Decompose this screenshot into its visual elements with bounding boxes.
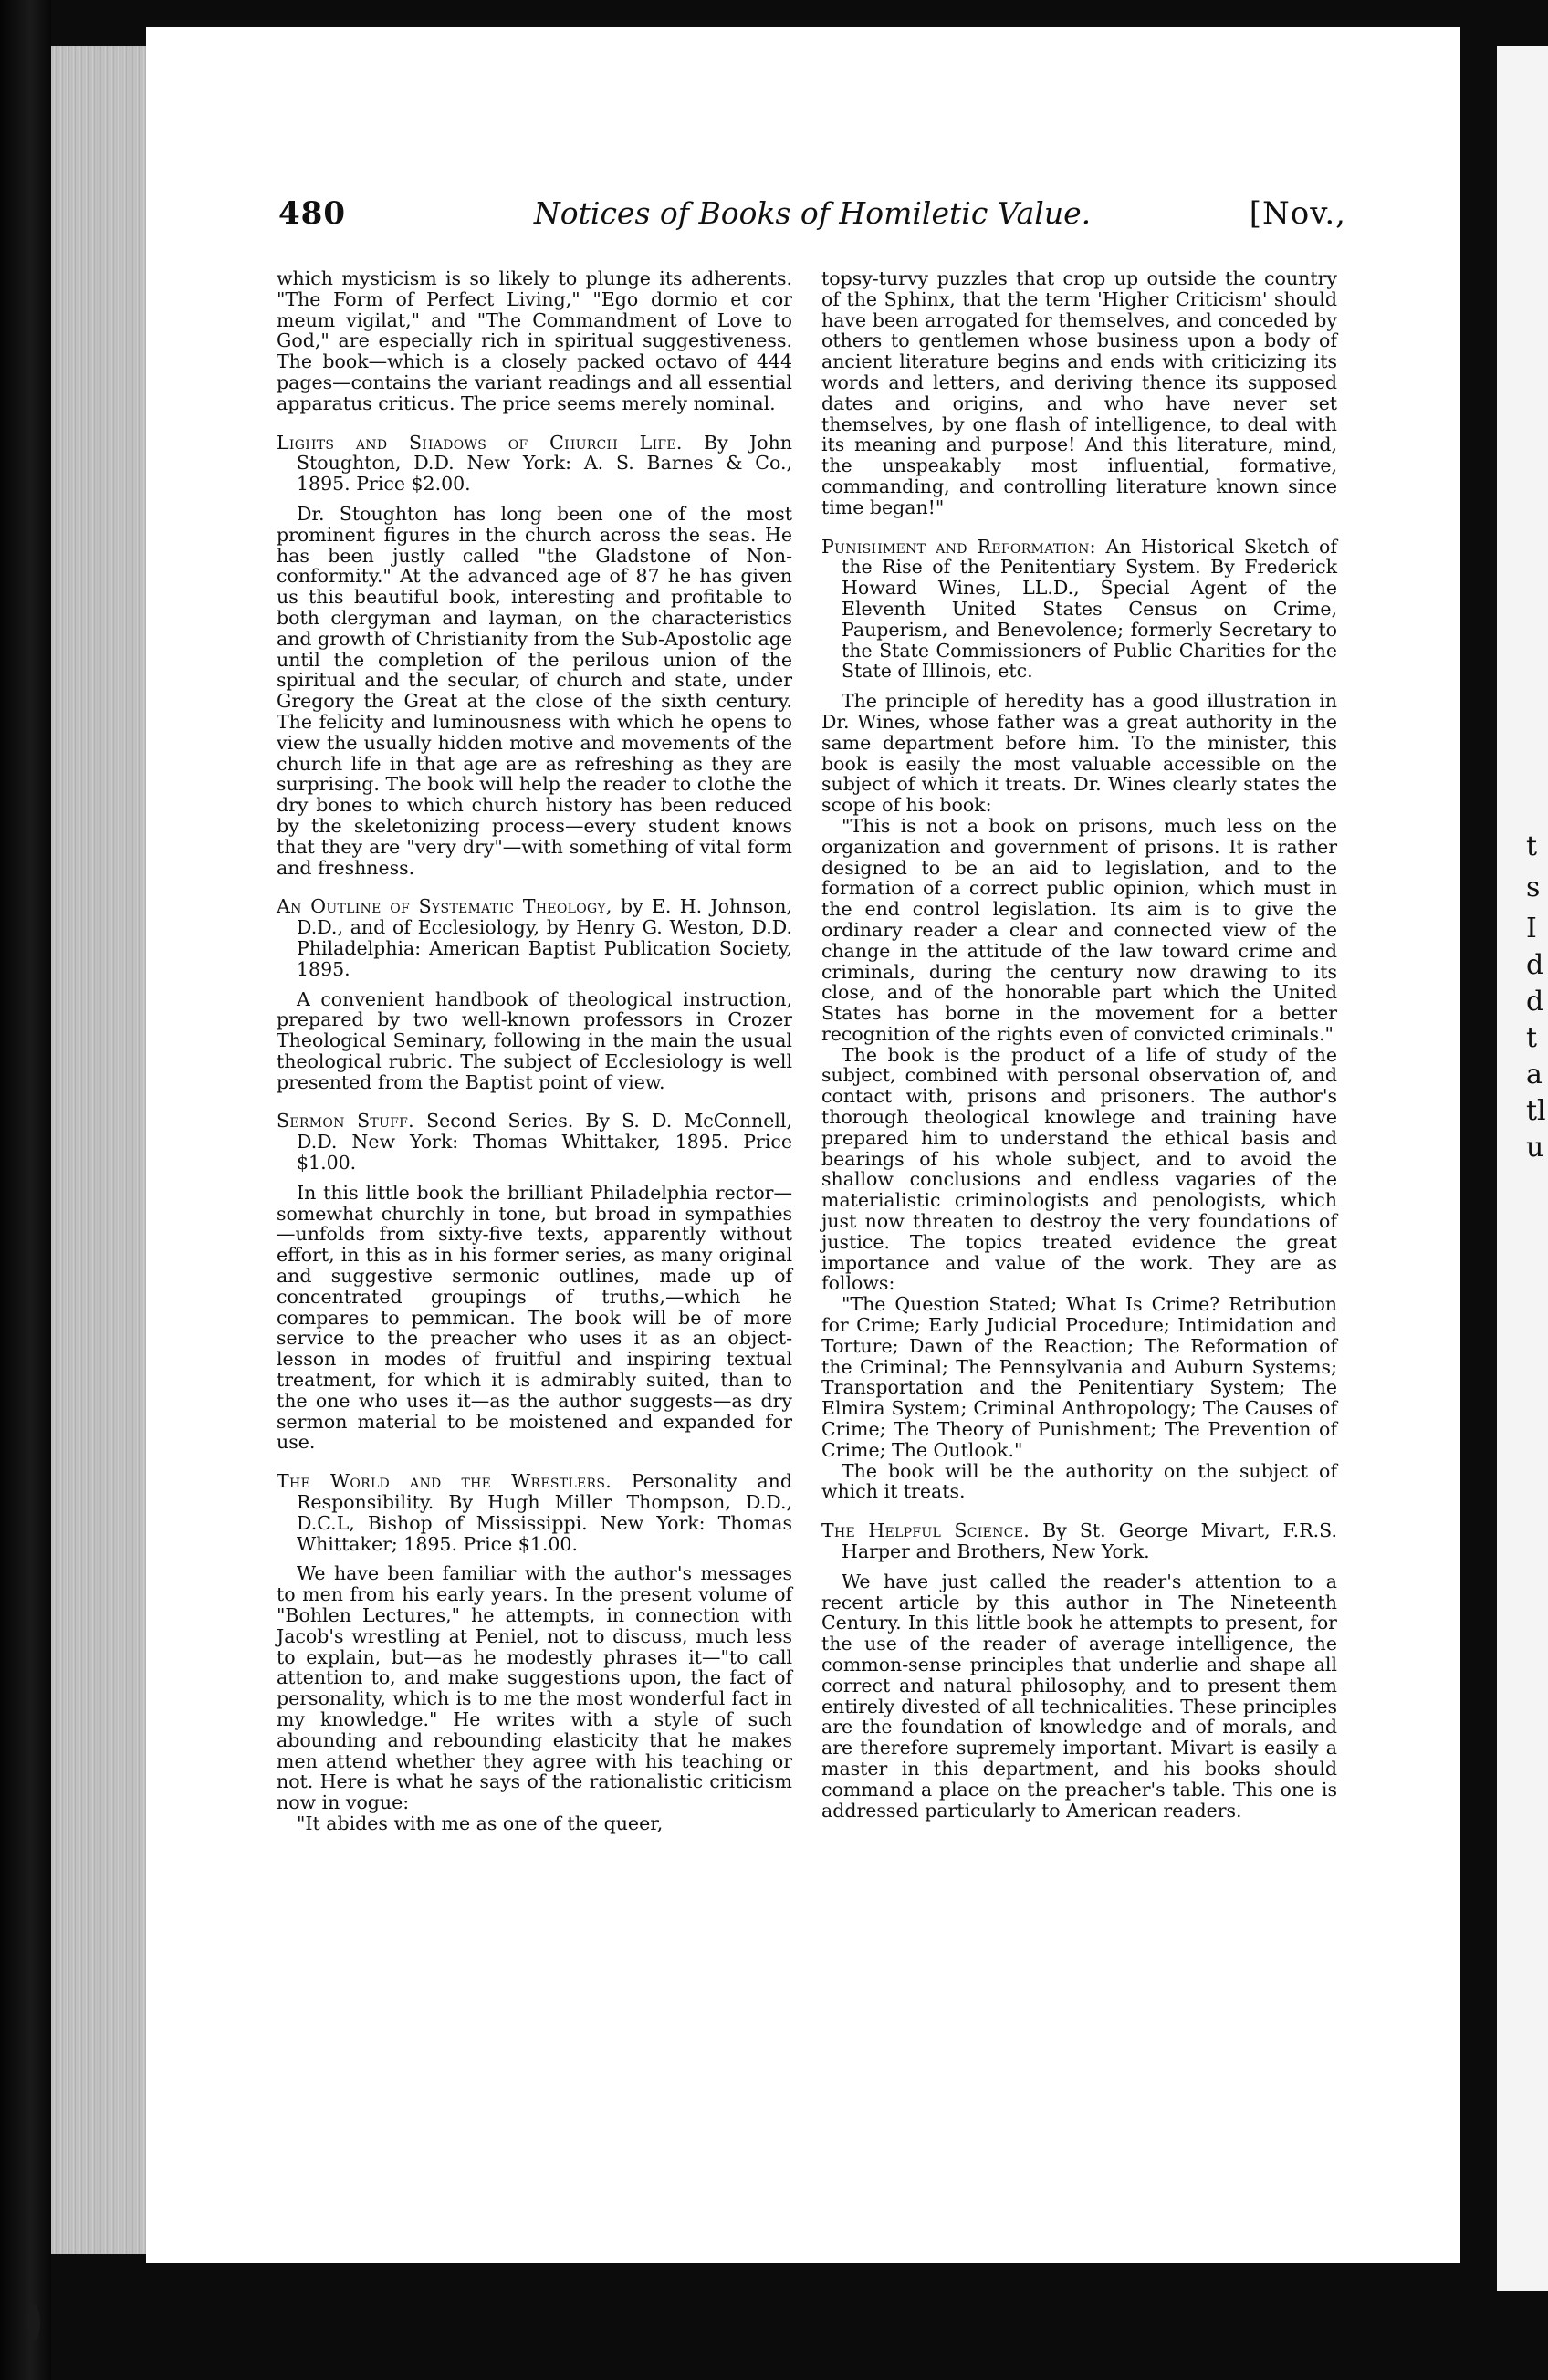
facing-page-edge xyxy=(1497,46,1548,2291)
quotation-start: "It abides with me as one of the queer, xyxy=(297,1811,664,1834)
book-title: An Outline of Systematic Theology, xyxy=(277,895,612,918)
book-entry xyxy=(821,1520,1337,1562)
book-title: The Helpful Science. xyxy=(821,1519,1030,1542)
book-citation: by E. H. Johnson, D.D., and of Ecclesiology, by Henry G. Weston, D.D. Philadelphia: American Baptist Publication Society, 1895. xyxy=(297,895,792,980)
book-entry xyxy=(277,1111,792,1173)
facing-page-letter: s xyxy=(1526,872,1541,903)
book-title: Punishment and Reformation: xyxy=(821,535,1096,558)
review-paragraph: In this little book the brilliant Philadelphia rector—somewhat churchly in tone, but broad in sympathies—unfolds from sixty-five texts, apparently without effort, in this as in his former series, as many original and suggestive sermonic outlines, made up of concentrated groupings of truths,—which he compares to pemmican. The book will be of more service to the preacher who uses it as an object-lesson in modes of fruitful and inspiring textual treatment, for which it is admirably suited, than to the one who uses it—as the author suggests—as dry sermon material to be moistened and expanded for use. xyxy=(277,1181,792,1454)
scan-background-left xyxy=(0,0,51,2380)
book-entry xyxy=(277,1471,792,1554)
facing-page-letter: d xyxy=(1526,986,1544,1018)
page-number: 480 xyxy=(278,195,346,232)
facing-page-letter: I xyxy=(1526,913,1537,945)
book-citation: Second Series. By S. D. McConnell, D.D. New York: Thomas Whittaker, 1895. Price $1.00. xyxy=(297,1110,792,1174)
facing-page-letter: u xyxy=(1526,1132,1544,1164)
review-paragraph: The principle of heredity has a good illustration in Dr. Wines, whose father was a great authority in the same department before him. To the minister, this book is easily the most valuable accessible on the subject of which it treats. Dr. Wines clearly states the scope of his book: xyxy=(821,690,1337,817)
running-title: Notices of Books of Homiletic Value. xyxy=(533,195,1092,231)
facing-page-letter: t xyxy=(1526,830,1538,862)
running-month: [Nov., xyxy=(1249,195,1346,232)
book-title: The World and the Wrestlers. xyxy=(277,1470,612,1493)
book-citation: An Historical Sketch of the Rise of the Penitentiary System. By Frederick Howard Wines, LL.D., Special Agent of the Eleventh United States Census on Crime, Pauperism, and Benevolence; formerly Secretary to the State Commissioners of Public Charities for the State of Illinois, etc. xyxy=(842,535,1337,683)
book-entry xyxy=(277,896,792,979)
review-paragraph: We have been familiar with the author's messages to men from his early years. In the present volume of "Bohlen Lectures," he attempts, in connection with Jacob's wrestling at Peniel, not to discuss, much less to explain, but—as he modestly phrases it—"to call attention to, and make suggestions upon, the fact of personality, which is to me the most wonderful fact in my knowledge." He writes with a style of such abounding and rebounding elasticity that he makes men attend whether they agree with his teaching or not. Here is what he says of the rationalistic criticism now in vogue: xyxy=(277,1562,792,1814)
facing-page-letter: tl xyxy=(1526,1095,1546,1127)
review-paragraph: Dr. Stoughton has long been one of the most prominent figures in the church across the seas. He has been justly called "the Gladstone of Non-conformity." At the advanced age of 87 he has given us this beautiful book, interesting and profitable to both clergyman and layman, on the characteristics and growth of Christianity from the Sub-Apostolic age until the completion of the perilous union of the spiritual and the secular, of church and state, under Gregory the Great at the close of the sixth century. The felicity and luminousness with which he opens to view the usually hidden motive and movements of the church life in that age are as refreshing as they are surprising. The book will help the reader to clothe the dry bones to which church history has been reduced by the skeletonizing process—every student knows that they are "very dry"—with something of vital form and freshness. xyxy=(277,502,792,879)
book-title: Sermon Stuff. xyxy=(277,1110,414,1133)
facing-page-letter: a xyxy=(1526,1059,1543,1091)
left-column xyxy=(277,268,792,1834)
book-citation: By John Stoughton, D.D. New York: A. S. Barnes & Co., 1895. Price $2.00. xyxy=(297,431,792,496)
book-citation: By St. George Mivart, F.R.S. Harper and Brothers, New York. xyxy=(842,1519,1337,1563)
continued-review: which mysticism is so likely to plunge its adherents. "The Form of Perfect Living," "Ego dormio et cor meum vigilat," and "The Commandment of Love to God," are especially rich in spiritual suggestiveness. The book—which is a closely packed octavo of 444 pages—contains the variant readings and all essential apparatus criticus. The price seems merely nominal. xyxy=(277,267,792,414)
review-paragraph: The book will be the authority on the subject of which it treats. xyxy=(821,1459,1337,1503)
review-paragraph: The book is the product of a life of study of the subject, combined with personal observation of, and contact with, prisons and prisoners. The author's thorough theological knowlege and training have prepared him to understand the ethical basis and bearings of his whole subject, and to avoid the shallow conclusions and endless vagaries of the materialistic criminologists and penologists, which just now threaten to destroy the very foundations of justice. The topics treated evidence the great importance and value of the work. They are as follows: xyxy=(821,1043,1337,1295)
book-entry xyxy=(277,433,792,495)
book-page-edges xyxy=(51,46,152,2254)
book-citation: Personality and Responsibility. By Hugh Miller Thompson, D.D., D.C.L, Bishop of Mississippi. New York: Thomas Whittaker; 1895. Price $1.00. xyxy=(297,1470,792,1555)
review-paragraph: We have just called the reader's attention to a recent article by this author in The Nineteenth Century. In this little book he attempts to present, for the use of the reader of average intelligence, the common-sense principles that underlie and shape all correct and natural philosophy, and to present them entirely divested of all technicalities. These principles are the foundation of knowledge and of morals, and are therefore supremely important. Mivart is easily a master in this department, and his books should command a place on the preacher's table. This one is addressed particularly to American readers. xyxy=(821,1570,1337,1822)
facing-page-letter: d xyxy=(1526,949,1544,981)
block-quotation: "This is not a book on prisons, much less on the organization and government of prisons. It is rather designed to be an aid to legislation, and to the formation of a correct public opinion, which must in the end control legislation. Its aim is to give the ordinary reader a clear and connected view of the change in the attitude of the law toward crime and criminals, during the century now drawing to its close, and of the honorable part which the United States has borne in the movement for a better recognition of the rights even of convicted criminals." xyxy=(821,814,1337,1045)
facing-page-letter: t xyxy=(1526,1022,1538,1054)
quotation-continued: topsy-turvy puzzles that crop up outside the country of the Sphinx, that the term 'Higher Criticism' should have been arrogated for themselves, and conceded by others to gentlemen whose business upon a body of ancient literature begins and ends with criticizing its words and letters, and deriving thence its supposed dates and origins, and who have never set themselves, by one flash of intelligence, to deal with its meaning and purpose! And this literature, mind, the unspeakably most influential, formative, commanding, and controlling literature known since time began!" xyxy=(821,267,1337,518)
right-column xyxy=(821,268,1337,1821)
block-quotation: "The Question Stated; What Is Crime? Retribution for Crime; Early Judicial Procedure; Intimidation and Torture; Dawn of the Reaction; The Reformation of the Criminal; The Pennsylvania and Auburn Systems; Transportation and the Penitentiary System; The Elmira System; Criminal Anthropology; The Causes of Crime; The Theory of Punishment; The Prevention of Crime; The Outlook." xyxy=(821,1293,1337,1461)
review-paragraph: A convenient handbook of theological instruction, prepared by two well-known professors in Crozer Theological Seminary, following in the main the usual theological rubric. The subject of Ecclesiology is well presented from the Baptist point of view. xyxy=(277,987,792,1093)
book-title: Lights and Shadows of Church Life. xyxy=(277,431,683,454)
page-header xyxy=(278,195,1346,246)
scan-smudge xyxy=(27,2304,40,2341)
book-entry xyxy=(821,537,1337,683)
